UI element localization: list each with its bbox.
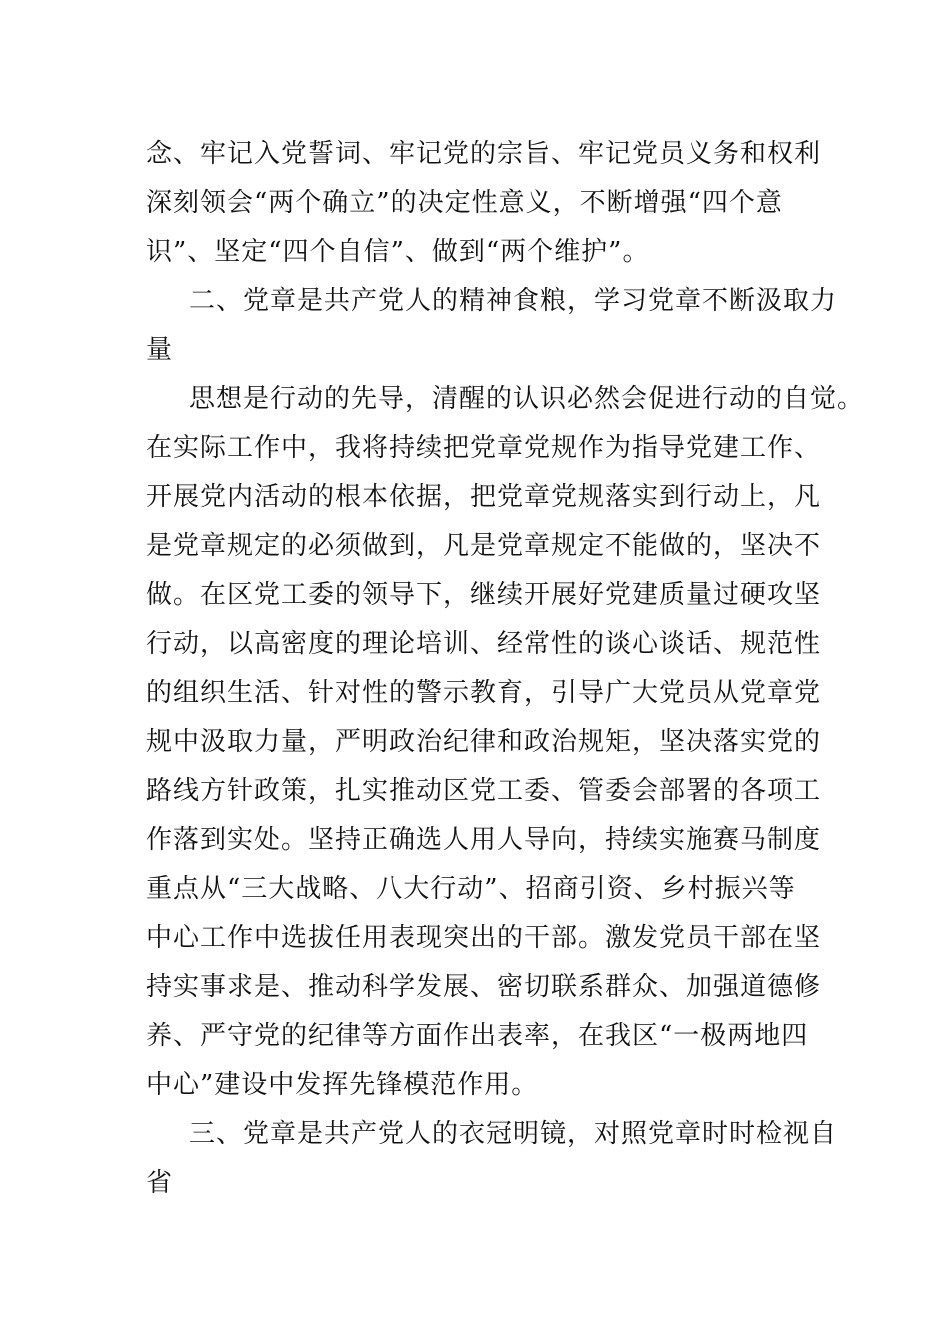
text-line: 在实际工作中，我将持续把党章党规作为指导党建工作、 <box>146 433 822 463</box>
text-line: 作落到实处。坚持正确选人用人导向，持续实施赛马制度 <box>146 825 822 855</box>
text-line: 路线方针政策，扎实推动区党工委、管委会部署的各项工 <box>146 776 822 806</box>
text-line: 行动，以高密度的理论培训、经常性的谈心谈话、规范性 <box>146 629 822 659</box>
text-line: 开展党内活动的根本依据，把党章党规落实到行动上，凡 <box>146 482 822 512</box>
text-line: 的组织生活、针对性的警示教育，引导广大党员从党章党 <box>146 678 822 708</box>
section-heading-2-cont: 量 <box>146 335 174 365</box>
section-heading-2: 二、党章是共产党人的精神食粮，学习党章不断汲取力 <box>189 286 838 316</box>
text-line: 规中汲取力量，严明政治纪律和政治规矩，坚决落实党的 <box>146 727 822 757</box>
text-line: 重点从“三大战略、八大行动”、招商引资、乡村振兴等 <box>146 874 796 904</box>
text-line: 中心”建设中发挥先锋模范作用。 <box>146 1070 539 1100</box>
text-line: 深刻领会“两个确立”的决定性意义，不断增强“四个意 <box>146 188 783 218</box>
text-line: 做。在区党工委的领导下，继续开展好党建质量过硬攻坚 <box>146 580 822 610</box>
document-body <box>146 130 865 1208</box>
text-line: 养、严守党的纪律等方面作出表率，在我区“一极两地四 <box>146 1021 809 1051</box>
text-line: 识”、坚定“四个自信”、做到“两个维护”。 <box>146 237 650 267</box>
section-heading-3-cont: 省 <box>146 1168 174 1198</box>
text-line: 思想是行动的先导，清醒的认识必然会促进行动的自觉。 <box>189 384 865 414</box>
text-line: 持实事求是、推动科学发展、密切联系群众、加强道德修 <box>146 972 822 1002</box>
section-heading-3: 三、党章是共产党人的衣冠明镜，对照党章时时检视自 <box>189 1119 838 1149</box>
text-line: 念、牢记入党誓词、牢记党的宗旨、牢记党员义务和权利 <box>146 139 822 169</box>
text-line: 是党章规定的必须做到，凡是党章规定不能做的，坚决不 <box>146 531 822 561</box>
text-line: 中心工作中选拔任用表现突出的干部。激发党员干部在坚 <box>146 923 822 953</box>
